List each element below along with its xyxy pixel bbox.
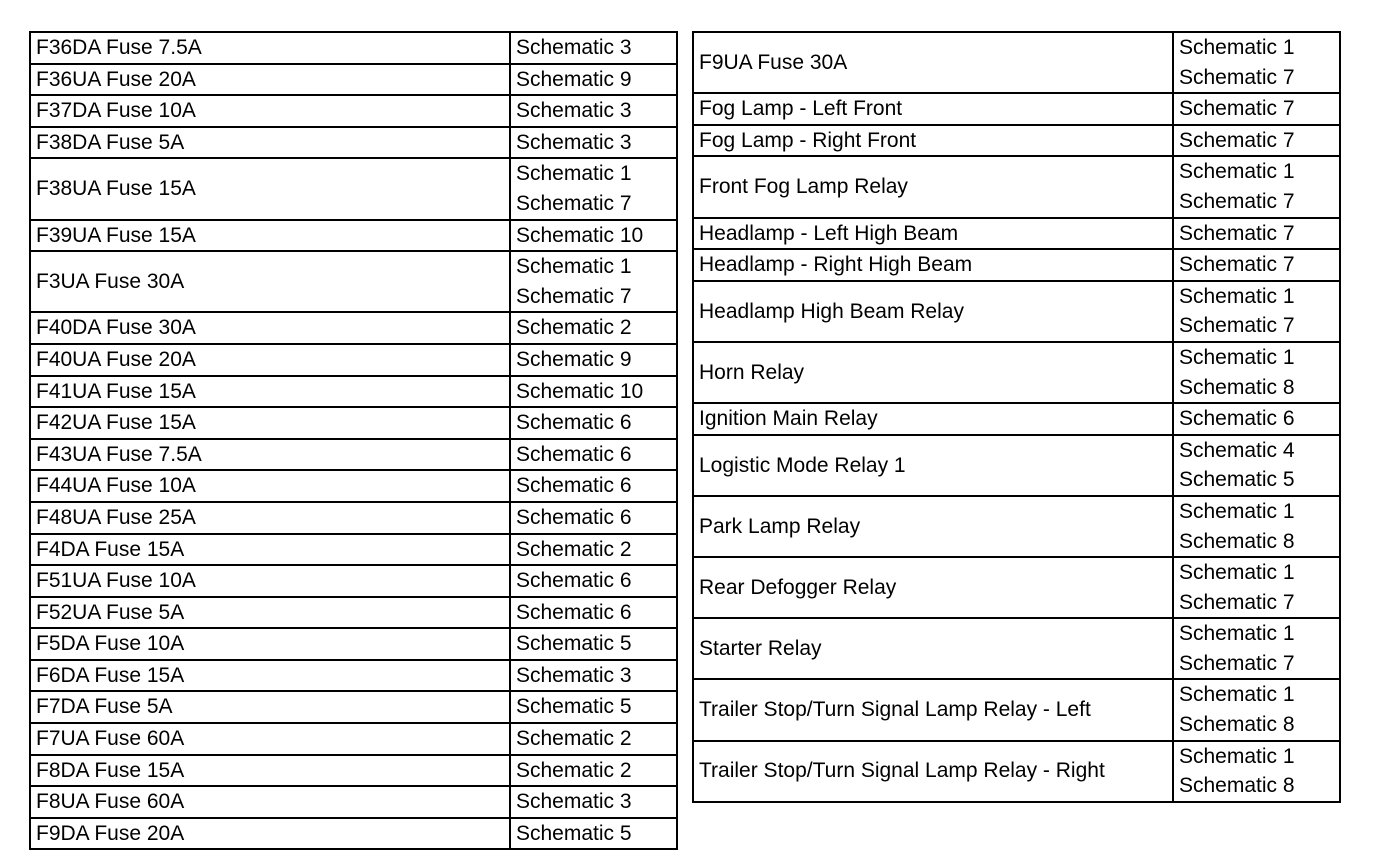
component-name-cell: Front Fog Lamp Relay bbox=[693, 156, 1173, 217]
schematic-reference: Schematic 3 bbox=[516, 790, 632, 814]
schematic-reference-cell bbox=[510, 534, 677, 566]
component-name-cell: Headlamp - Right High Beam bbox=[693, 249, 1173, 281]
schematic-reference-cell bbox=[510, 95, 677, 127]
schematic-reference: Schematic 1 bbox=[516, 255, 632, 279]
schematic-reference: Schematic 8 bbox=[1179, 375, 1295, 399]
component-name-cell: F38DA Fuse 5A bbox=[30, 127, 510, 159]
table-row bbox=[693, 281, 1340, 342]
schematic-reference-cell bbox=[1173, 32, 1340, 93]
component-index-rows-left bbox=[30, 32, 677, 849]
component-name-cell: F7DA Fuse 5A bbox=[30, 691, 510, 723]
component-name-cell: Trailer Stop/Turn Signal Lamp Relay - Right bbox=[693, 741, 1173, 802]
schematic-reference: Schematic 7 bbox=[1179, 221, 1295, 245]
component-index-table-right bbox=[692, 31, 1341, 803]
schematic-reference-cell bbox=[510, 32, 677, 64]
schematic-reference-cell bbox=[510, 755, 677, 787]
table-row bbox=[693, 156, 1340, 217]
schematic-reference: Schematic 10 bbox=[516, 379, 644, 403]
schematic-reference-cell bbox=[510, 565, 677, 597]
table-row bbox=[30, 95, 677, 127]
component-name-cell: F42UA Fuse 15A bbox=[30, 407, 510, 439]
table-row bbox=[693, 249, 1340, 281]
schematic-reference: Schematic 6 bbox=[516, 569, 632, 593]
schematic-reference: Schematic 1 bbox=[1179, 36, 1295, 59]
schematic-reference-cell bbox=[1173, 496, 1340, 557]
component-name-cell: Starter Relay bbox=[693, 618, 1173, 679]
schematic-reference: Schematic 6 bbox=[516, 442, 632, 466]
schematic-reference: Schematic 5 bbox=[516, 821, 632, 845]
schematic-reference: Schematic 7 bbox=[1179, 128, 1295, 152]
schematic-reference: Schematic 9 bbox=[516, 67, 632, 91]
table-row bbox=[30, 312, 677, 344]
table-row bbox=[693, 435, 1340, 496]
table-row bbox=[693, 403, 1340, 435]
schematic-reference: Schematic 3 bbox=[516, 36, 632, 59]
schematic-reference-cell bbox=[510, 312, 677, 344]
schematic-reference: Schematic 7 bbox=[1179, 314, 1295, 338]
table-row bbox=[693, 342, 1340, 403]
schematic-reference: Schematic 6 bbox=[1179, 407, 1295, 431]
component-name-cell: Ignition Main Relay bbox=[693, 403, 1173, 435]
component-name-cell: F5DA Fuse 10A bbox=[30, 628, 510, 660]
schematic-reference: Schematic 1 bbox=[516, 162, 632, 186]
schematic-reference: Schematic 4 bbox=[1179, 438, 1295, 462]
table-row bbox=[30, 565, 677, 597]
schematic-reference-cell bbox=[510, 597, 677, 629]
schematic-reference: Schematic 5 bbox=[1179, 468, 1295, 492]
component-name-cell: F9DA Fuse 20A bbox=[30, 818, 510, 850]
table-row bbox=[693, 496, 1340, 557]
table-row bbox=[30, 502, 677, 534]
table-row bbox=[30, 407, 677, 439]
schematic-reference-cell bbox=[510, 723, 677, 755]
schematic-reference: Schematic 3 bbox=[516, 99, 632, 123]
component-name-cell: F41UA Fuse 15A bbox=[30, 376, 510, 408]
component-name-cell: F9UA Fuse 30A bbox=[693, 32, 1173, 93]
schematic-reference: Schematic 5 bbox=[516, 695, 632, 719]
schematic-reference: Schematic 1 bbox=[1179, 160, 1295, 184]
schematic-reference-cell bbox=[510, 127, 677, 159]
schematic-reference: Schematic 5 bbox=[516, 632, 632, 656]
schematic-reference-cell bbox=[510, 818, 677, 850]
component-name-cell: F38UA Fuse 15A bbox=[30, 158, 510, 219]
schematic-reference: Schematic 8 bbox=[1179, 774, 1295, 798]
table-row bbox=[693, 557, 1340, 618]
schematic-reference-cell bbox=[1173, 618, 1340, 679]
component-name-cell: F37DA Fuse 10A bbox=[30, 95, 510, 127]
component-name-cell: F51UA Fuse 10A bbox=[30, 565, 510, 597]
component-name-cell: Rear Defogger Relay bbox=[693, 557, 1173, 618]
schematic-reference: Schematic 7 bbox=[1179, 651, 1295, 675]
table-row bbox=[30, 64, 677, 96]
schematic-reference-cell bbox=[1173, 342, 1340, 403]
component-name-cell: F44UA Fuse 10A bbox=[30, 470, 510, 502]
schematic-reference-cell bbox=[510, 439, 677, 471]
schematic-reference-cell bbox=[1173, 156, 1340, 217]
schematic-reference-cell bbox=[1173, 93, 1340, 125]
component-name-cell: F48UA Fuse 25A bbox=[30, 502, 510, 534]
schematic-reference-cell bbox=[510, 660, 677, 692]
schematic-reference-cell bbox=[510, 470, 677, 502]
table-row bbox=[693, 93, 1340, 125]
schematic-reference-cell bbox=[1173, 557, 1340, 618]
table-row bbox=[693, 125, 1340, 157]
schematic-reference: Schematic 1 bbox=[1179, 345, 1295, 369]
table-row bbox=[693, 741, 1340, 802]
schematic-reference-cell bbox=[1173, 435, 1340, 496]
table-row bbox=[30, 628, 677, 660]
schematic-reference: Schematic 2 bbox=[516, 316, 632, 340]
schematic-reference: Schematic 2 bbox=[516, 537, 632, 561]
schematic-reference: Schematic 7 bbox=[516, 284, 632, 308]
schematic-reference: Schematic 7 bbox=[516, 191, 632, 215]
component-name-cell: F43UA Fuse 7.5A bbox=[30, 439, 510, 471]
table-row bbox=[693, 679, 1340, 740]
schematic-reference-cell bbox=[1173, 249, 1340, 281]
schematic-reference: Schematic 6 bbox=[516, 505, 632, 529]
table-row bbox=[30, 251, 677, 312]
schematic-reference: Schematic 1 bbox=[1179, 744, 1295, 768]
schematic-reference: Schematic 1 bbox=[1179, 499, 1295, 523]
schematic-reference-cell bbox=[510, 786, 677, 818]
component-name-cell: Headlamp - Left High Beam bbox=[693, 218, 1173, 250]
schematic-reference-cell bbox=[1173, 281, 1340, 342]
component-index-table-left bbox=[29, 31, 678, 850]
table-row bbox=[30, 127, 677, 159]
component-name-cell: Trailer Stop/Turn Signal Lamp Relay - Left bbox=[693, 679, 1173, 740]
component-name-cell: Fog Lamp - Left Front bbox=[693, 93, 1173, 125]
schematic-reference: Schematic 7 bbox=[1179, 189, 1295, 213]
table-row bbox=[30, 786, 677, 818]
schematic-reference: Schematic 6 bbox=[516, 600, 632, 624]
component-name-cell: F36DA Fuse 7.5A bbox=[30, 32, 510, 64]
schematic-reference: Schematic 1 bbox=[1179, 284, 1295, 308]
table-row bbox=[30, 755, 677, 787]
schematic-reference-cell bbox=[510, 502, 677, 534]
schematic-reference: Schematic 9 bbox=[516, 347, 632, 371]
component-name-cell: F52UA Fuse 5A bbox=[30, 597, 510, 629]
schematic-reference: Schematic 7 bbox=[1179, 590, 1295, 614]
schematic-reference: Schematic 6 bbox=[516, 411, 632, 435]
table-row bbox=[30, 597, 677, 629]
component-name-cell: F40DA Fuse 30A bbox=[30, 312, 510, 344]
table-row bbox=[30, 723, 677, 755]
component-name-cell: F36UA Fuse 20A bbox=[30, 64, 510, 96]
table-row bbox=[693, 218, 1340, 250]
schematic-reference: Schematic 8 bbox=[1179, 529, 1295, 553]
schematic-reference-cell bbox=[510, 628, 677, 660]
component-name-cell: F8UA Fuse 60A bbox=[30, 786, 510, 818]
schematic-reference-cell bbox=[510, 691, 677, 723]
schematic-reference: Schematic 1 bbox=[1179, 683, 1295, 707]
schematic-reference-cell bbox=[510, 64, 677, 96]
schematic-reference: Schematic 2 bbox=[516, 727, 632, 751]
component-name-cell: Horn Relay bbox=[693, 342, 1173, 403]
schematic-reference-cell bbox=[1173, 679, 1340, 740]
schematic-reference: Schematic 2 bbox=[516, 758, 632, 782]
table-row bbox=[30, 691, 677, 723]
schematic-reference-cell bbox=[510, 344, 677, 376]
schematic-reference-cell bbox=[1173, 218, 1340, 250]
component-name-cell: Park Lamp Relay bbox=[693, 496, 1173, 557]
schematic-reference: Schematic 8 bbox=[1179, 713, 1295, 737]
table-row bbox=[30, 220, 677, 252]
table-row bbox=[30, 32, 677, 64]
component-name-cell: Logistic Mode Relay 1 bbox=[693, 435, 1173, 496]
table-row bbox=[30, 534, 677, 566]
table-row bbox=[30, 158, 677, 219]
schematic-reference-cell bbox=[1173, 125, 1340, 157]
schematic-reference: Schematic 7 bbox=[1179, 253, 1295, 277]
schematic-reference: Schematic 6 bbox=[516, 474, 632, 498]
table-row bbox=[30, 818, 677, 850]
component-name-cell: Fog Lamp - Right Front bbox=[693, 125, 1173, 157]
schematic-reference: Schematic 10 bbox=[516, 223, 644, 247]
schematic-reference-cell bbox=[1173, 403, 1340, 435]
component-index-rows-right bbox=[693, 32, 1340, 802]
schematic-reference-cell bbox=[510, 220, 677, 252]
component-name-cell: F3UA Fuse 30A bbox=[30, 251, 510, 312]
schematic-reference: Schematic 3 bbox=[516, 663, 632, 687]
table-row bbox=[30, 376, 677, 408]
component-name-cell: F7UA Fuse 60A bbox=[30, 723, 510, 755]
table-row bbox=[693, 32, 1340, 93]
schematic-reference-cell bbox=[510, 251, 677, 312]
table-row bbox=[30, 660, 677, 692]
schematic-reference: Schematic 1 bbox=[1179, 622, 1295, 646]
component-name-cell: F40UA Fuse 20A bbox=[30, 344, 510, 376]
component-name-cell: F6DA Fuse 15A bbox=[30, 660, 510, 692]
component-name-cell: F39UA Fuse 15A bbox=[30, 220, 510, 252]
table-row bbox=[30, 439, 677, 471]
schematic-reference: Schematic 7 bbox=[1179, 97, 1295, 121]
schematic-reference: Schematic 3 bbox=[516, 130, 632, 154]
schematic-reference-cell bbox=[1173, 741, 1340, 802]
component-name-cell: Headlamp High Beam Relay bbox=[693, 281, 1173, 342]
component-name-cell: F8DA Fuse 15A bbox=[30, 755, 510, 787]
schematic-reference: Schematic 7 bbox=[1179, 65, 1295, 89]
schematic-reference-cell bbox=[510, 407, 677, 439]
schematic-reference: Schematic 1 bbox=[1179, 561, 1295, 585]
table-row bbox=[693, 618, 1340, 679]
component-name-cell: F4DA Fuse 15A bbox=[30, 534, 510, 566]
table-row bbox=[30, 470, 677, 502]
schematic-reference-cell bbox=[510, 376, 677, 408]
schematic-reference-cell bbox=[510, 158, 677, 219]
table-row bbox=[30, 344, 677, 376]
